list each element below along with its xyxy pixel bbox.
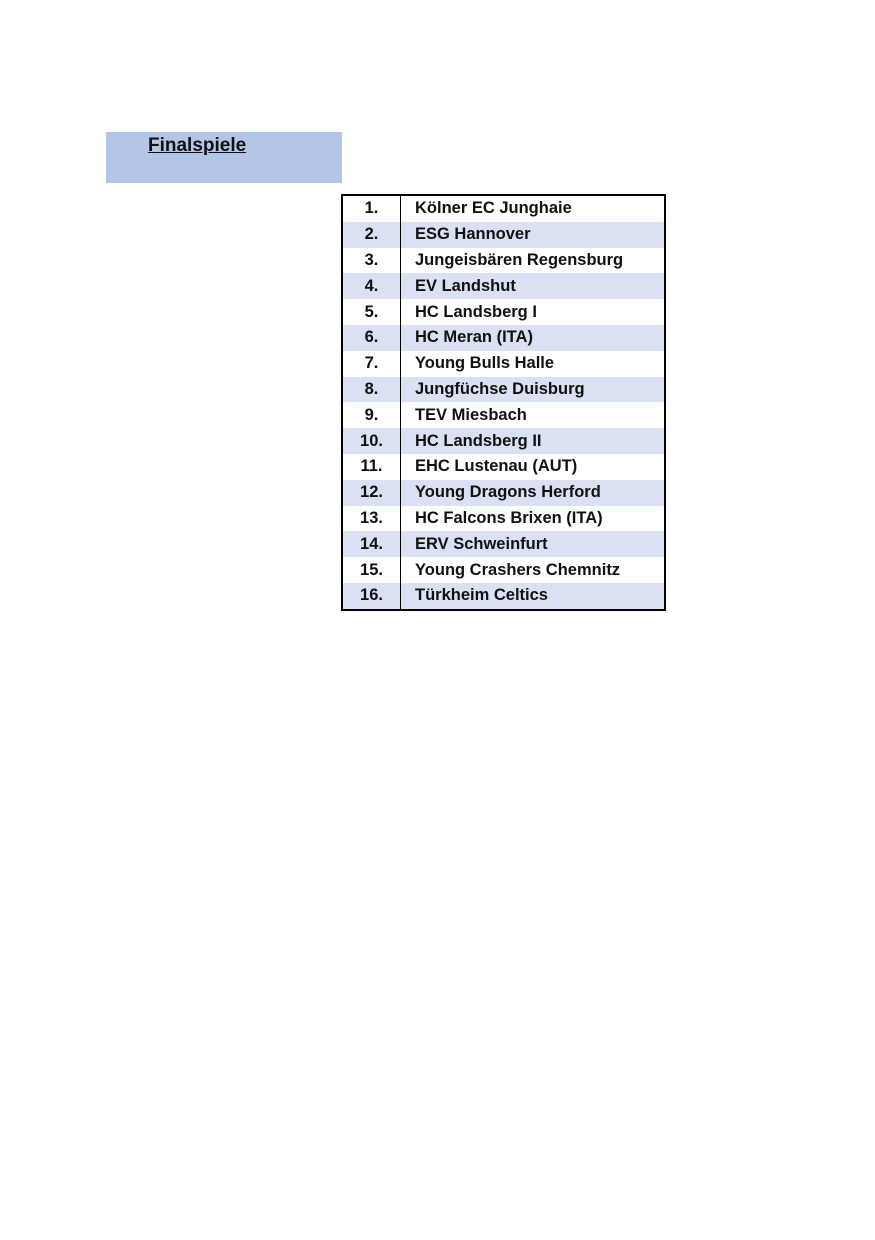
- rank-cell: 13.: [342, 506, 401, 532]
- table-row: [342, 351, 665, 377]
- table-row: [342, 402, 665, 428]
- table-row: [342, 531, 665, 557]
- team-cell: ESG Hannover: [401, 222, 666, 248]
- rank-cell: 4.: [342, 273, 401, 299]
- table-row: [342, 248, 665, 274]
- team-cell: HC Landsberg II: [401, 428, 666, 454]
- rank-cell: 11.: [342, 454, 401, 480]
- team-cell: HC Falcons Brixen (ITA): [415, 508, 603, 527]
- heading-box: [106, 132, 342, 183]
- table-row: [342, 557, 665, 583]
- rank-cell: 8.: [342, 377, 401, 403]
- rank-cell: 5.: [342, 299, 401, 325]
- table-row: [342, 377, 665, 403]
- team-cell: Kölner EC Junghaie: [415, 199, 572, 218]
- table-row: [342, 195, 665, 222]
- team-cell: Young Bulls Halle: [415, 354, 555, 373]
- team-cell: Young Crashers Chemnitz: [415, 560, 621, 579]
- rank-cell: 16.: [342, 583, 401, 610]
- table-row: [342, 273, 665, 299]
- rank-cell: 7.: [342, 351, 401, 377]
- team-cell: Young Dragons Herford: [401, 480, 666, 506]
- team-cell: ERV Schweinfurt: [401, 531, 666, 557]
- standings-body: [342, 195, 665, 610]
- page-title: Finalspiele: [148, 135, 247, 156]
- rank-cell: 3.: [342, 248, 401, 274]
- rank-cell: 6.: [342, 325, 401, 351]
- table-row: [342, 454, 665, 480]
- team-cell: TEV Miesbach: [415, 405, 527, 424]
- rank-cell: 10.: [342, 428, 401, 454]
- table-row: [342, 299, 665, 325]
- team-cell: HC Meran (ITA): [401, 325, 666, 351]
- team-cell: EV Landshut: [401, 273, 666, 299]
- rank-cell: 15.: [342, 557, 401, 583]
- team-cell: Türkheim Celtics: [401, 583, 666, 610]
- table-row: [342, 506, 665, 532]
- table-row: [342, 222, 665, 248]
- table-row: [342, 480, 665, 506]
- team-cell: Jungfüchse Duisburg: [401, 377, 666, 403]
- rank-cell: 9.: [342, 402, 401, 428]
- table-row: [342, 428, 665, 454]
- standings-table: [341, 194, 666, 611]
- rank-cell: 2.: [342, 222, 401, 248]
- rank-cell: 12.: [342, 480, 401, 506]
- team-cell: HC Landsberg I: [415, 302, 537, 321]
- rank-cell: 14.: [342, 531, 401, 557]
- team-cell: Jungeisbären Regensburg: [415, 250, 624, 269]
- table-row: [342, 325, 665, 351]
- team-cell: EHC Lustenau (AUT): [415, 457, 578, 476]
- rank-cell: 1.: [342, 195, 401, 222]
- table-row: [342, 583, 665, 610]
